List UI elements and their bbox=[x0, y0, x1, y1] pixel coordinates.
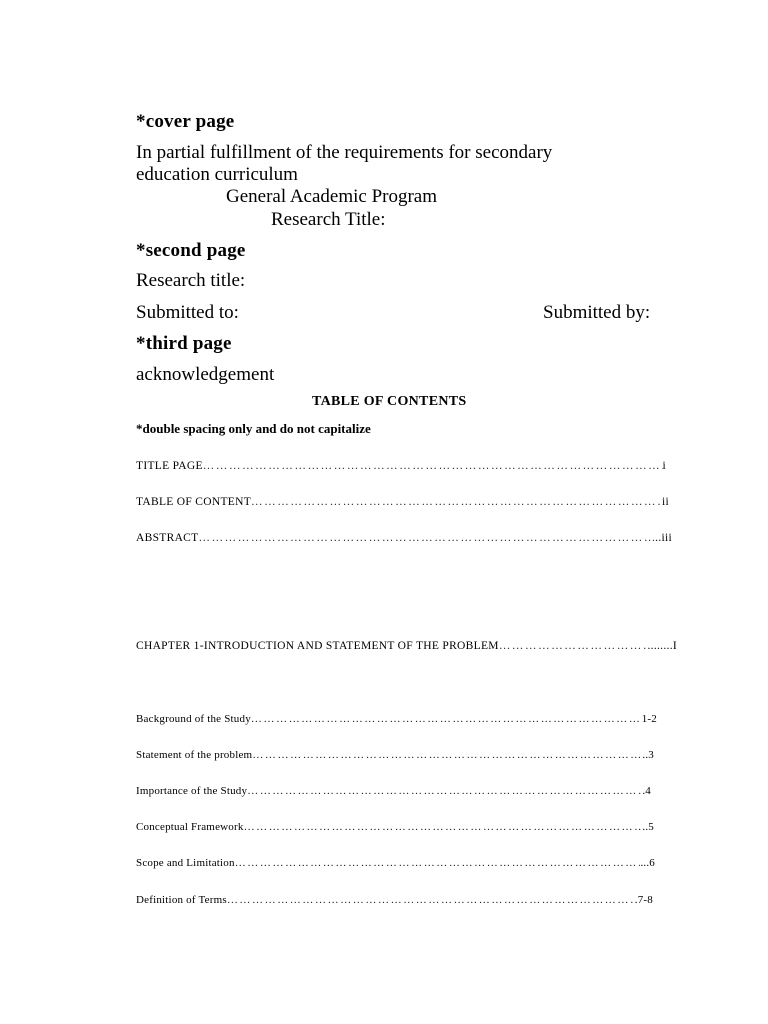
toc-entry-page: ii bbox=[662, 496, 669, 508]
toc-entry-background bbox=[136, 713, 657, 725]
toc-entry-label: TABLE OF CONTENT bbox=[136, 496, 252, 508]
cover-research-title: Research Title: bbox=[271, 209, 386, 230]
toc-entry-label: TITLE PAGE bbox=[136, 460, 203, 472]
toc-entry-page: ........I bbox=[647, 640, 677, 652]
toc-entry-conceptual-framework bbox=[136, 821, 654, 833]
toc-entry-page: ..iii bbox=[655, 532, 672, 544]
toc-entry-title-page bbox=[136, 460, 666, 472]
cover-line-2: education curriculum bbox=[136, 164, 298, 185]
cover-program: General Academic Program bbox=[226, 186, 438, 207]
dot-leader bbox=[227, 894, 635, 906]
second-research-title: Research title: bbox=[136, 270, 246, 291]
dot-leader bbox=[235, 857, 641, 869]
dot-leader bbox=[252, 749, 642, 761]
dot-leader bbox=[244, 821, 643, 833]
toc-entry-definition bbox=[136, 894, 653, 906]
toc-title: TABLE OF CONTENTS bbox=[312, 394, 467, 409]
toc-entry-page: i bbox=[662, 460, 666, 472]
toc-note: *double spacing only and do not capitalize bbox=[136, 421, 371, 436]
toc-entry-page: 1-2 bbox=[641, 713, 657, 725]
toc-entry-scope bbox=[136, 857, 655, 869]
acknowledgement-text: acknowledgement bbox=[136, 364, 275, 385]
cover-line-1: In partial fulfillment of the requirements for secondary bbox=[136, 142, 553, 163]
dot-leader bbox=[198, 532, 655, 544]
toc-entry-page: ..3 bbox=[642, 749, 654, 761]
toc-entry-statement bbox=[136, 749, 654, 761]
submitted-to: Submitted to: bbox=[136, 302, 239, 323]
toc-entry-label: ABSTRACT bbox=[136, 532, 199, 544]
toc-entry-label: CHAPTER 1-INTRODUCTION AND STATEMENT OF THE PROBLEM bbox=[136, 640, 499, 652]
toc-entry-label: Background of the Study bbox=[136, 713, 251, 725]
toc-entry-label: Conceptual Framework bbox=[136, 821, 244, 833]
toc-entry-page: ...6 bbox=[640, 857, 655, 869]
second-page-heading: *second page bbox=[136, 240, 246, 261]
dot-leader bbox=[499, 640, 648, 652]
third-page-heading: *third page bbox=[136, 333, 232, 354]
toc-entry-page: ..5 bbox=[642, 821, 654, 833]
toc-entry-label: Scope and Limitation bbox=[136, 857, 235, 869]
toc-entry-label: Definition of Terms bbox=[136, 894, 227, 906]
toc-entry-page: .4 bbox=[642, 785, 651, 797]
toc-entry-importance bbox=[136, 785, 651, 797]
toc-entry-chapter-1 bbox=[136, 640, 677, 652]
toc-entry-page: .7-8 bbox=[634, 894, 653, 906]
toc-entry-table-of-content bbox=[136, 496, 669, 508]
dot-leader bbox=[251, 713, 642, 725]
dot-leader bbox=[203, 460, 663, 472]
toc-entry-label: Importance of the Study bbox=[136, 785, 248, 797]
cover-page-heading: *cover page bbox=[136, 111, 235, 132]
dot-leader bbox=[251, 496, 662, 508]
toc-entry-abstract bbox=[136, 532, 672, 544]
dot-leader bbox=[247, 785, 642, 797]
submitted-by: Submitted by: bbox=[543, 302, 651, 323]
toc-entry-label: Statement of the problem bbox=[136, 749, 253, 761]
